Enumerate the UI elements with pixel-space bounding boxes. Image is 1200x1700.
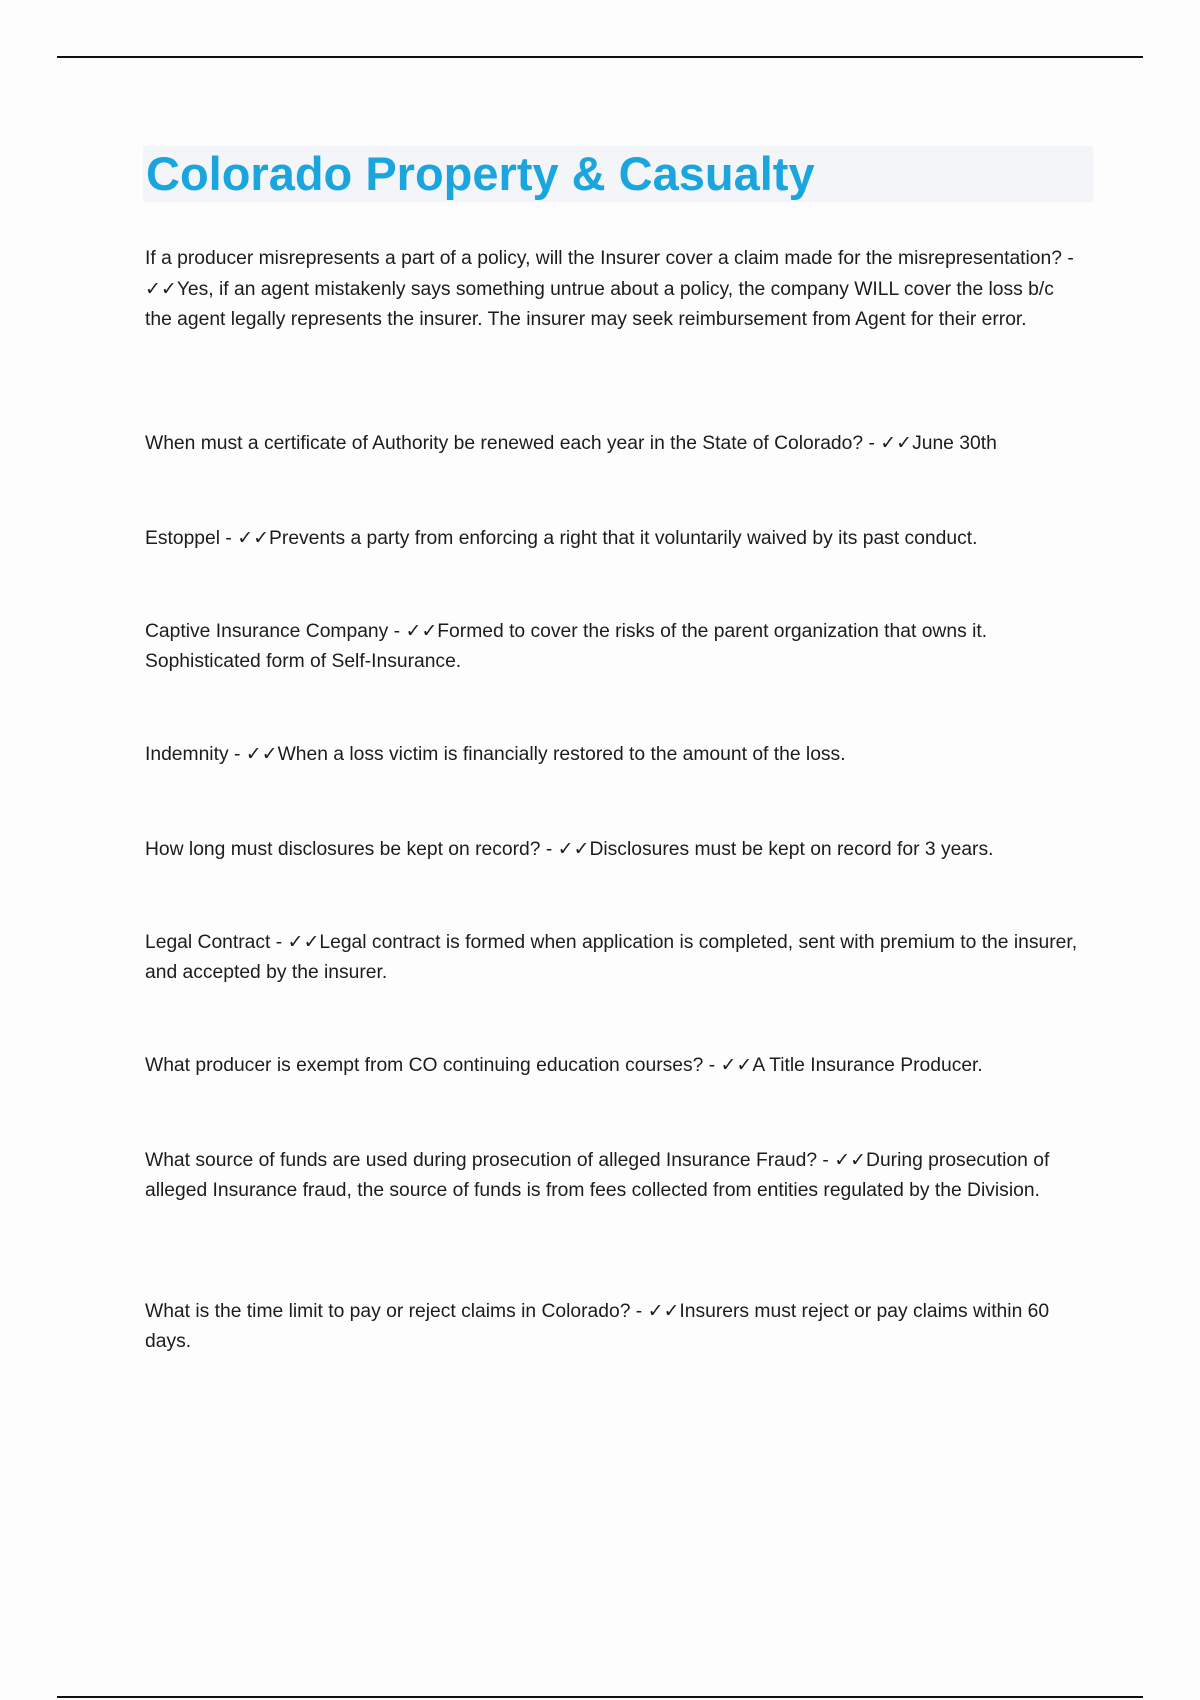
qa-answer: Yes, if an agent mistakenly says something untrue about a policy, the company WILL cover the loss b/c the agent legally represents the insurer. The insurer may seek reimbursement from Agent for their error. <box>145 279 1054 330</box>
qa-separator: - <box>863 433 881 454</box>
checkmark-icon: ✓✓ <box>720 1054 753 1076</box>
checkmark-icon: ✓✓ <box>287 931 320 953</box>
qa-separator: - <box>270 932 288 953</box>
qa-item <box>145 834 1085 865</box>
qa-answer: June 30th <box>912 433 997 454</box>
checkmark-icon: ✓✓ <box>834 1149 867 1171</box>
qa-item <box>145 1296 1085 1357</box>
qa-answer: Disclosures must be kept on record for 3 years. <box>589 839 994 860</box>
checkmark-icon: ✓✓ <box>405 620 438 642</box>
qa-item <box>145 1050 1085 1081</box>
qa-question: What source of funds are used during prosecution of alleged Insurance Fraud? <box>145 1150 818 1171</box>
qa-item <box>145 244 1085 335</box>
document-title: Colorado Property & Casualty <box>146 147 815 200</box>
qa-answer: Prevents a party from enforcing a right that it voluntarily waived by its past conduct. <box>269 528 978 549</box>
qa-separator: - <box>388 621 406 642</box>
qa-question: Estoppel <box>145 528 221 549</box>
top-rule <box>57 56 1143 58</box>
qa-item <box>145 927 1085 988</box>
bottom-rule <box>57 1696 1143 1698</box>
qa-question: What producer is exempt from CO continuing education courses? <box>145 1055 704 1076</box>
checkmark-icon: ✓✓ <box>237 527 270 549</box>
qa-separator: - <box>1061 248 1074 269</box>
checkmark-icon: ✓✓ <box>880 432 913 454</box>
qa-question: When must a certificate of Authority be renewed each year in the State of Colorado? <box>145 433 864 454</box>
checkmark-icon: ✓✓ <box>145 278 177 300</box>
qa-question: Indemnity <box>145 744 229 765</box>
checkmark-icon: ✓✓ <box>557 838 590 860</box>
qa-item <box>145 616 1085 677</box>
qa-question: What is the time limit to pay or reject claims in Colorado? <box>145 1301 631 1322</box>
checkmark-icon: ✓✓ <box>245 743 278 765</box>
qa-separator: - <box>630 1301 648 1322</box>
qa-item <box>145 523 1085 554</box>
checkmark-icon: ✓✓ <box>647 1300 680 1322</box>
qa-separator: - <box>220 528 238 549</box>
qa-item <box>145 739 1085 770</box>
qa-separator: - <box>817 1150 835 1171</box>
qa-answer: When a loss victim is financially restored to the amount of the loss. <box>277 744 846 765</box>
qa-question: If a producer misrepresents a part of a policy, will the Insurer cover a claim made for the misrepresentation? <box>145 248 1062 269</box>
qa-question: How long must disclosures be kept on record? <box>145 839 541 860</box>
qa-item <box>145 1145 1085 1206</box>
qa-question: Legal Contract <box>145 932 271 953</box>
qa-answer: A Title Insurance Producer. <box>752 1055 983 1076</box>
qa-separator: - <box>703 1055 721 1076</box>
qa-answer: Legal contract is formed when application is completed, sent with premium to the insurer, and accepted by the insurer. <box>145 932 1078 983</box>
qa-question: Captive Insurance Company <box>145 621 389 642</box>
qa-answer: During prosecution of alleged Insurance fraud, the source of funds is from fees collected from entities regulated by the Division. <box>145 1150 1050 1201</box>
qa-answer: Formed to cover the risks of the parent organization that owns it. Sophisticated form of Self-Insurance. <box>145 621 988 672</box>
qa-answer: Insurers must reject or pay claims within 60 days. <box>145 1301 1050 1352</box>
qa-separator: - <box>540 839 558 860</box>
qa-item <box>145 428 1085 459</box>
qa-separator: - <box>228 744 246 765</box>
